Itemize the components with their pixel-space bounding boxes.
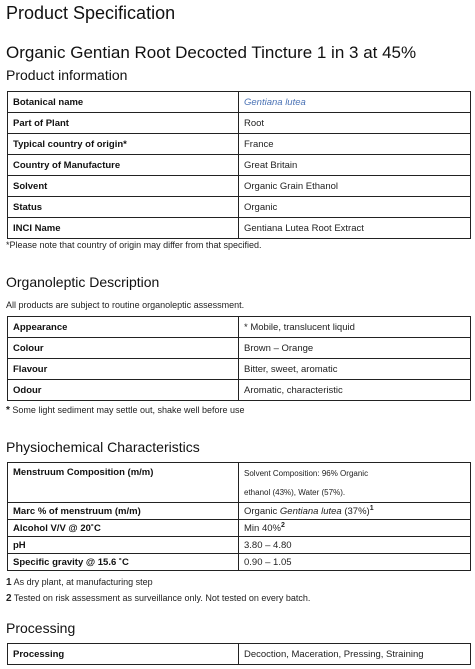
row-key: Odour — [8, 380, 239, 401]
row-value: Decoction, Maceration, Pressing, Straining — [239, 644, 471, 665]
row-key: Status — [8, 197, 239, 218]
row-value — [239, 463, 471, 503]
row-key: Marc % of menstruum (m/m) — [8, 503, 239, 520]
table-row — [8, 155, 471, 176]
row-key: Country of Manufacture — [8, 155, 239, 176]
processing-table — [7, 643, 471, 665]
row-key: Botanical name — [8, 92, 239, 113]
table-row — [8, 554, 471, 571]
row-key: pH — [8, 537, 239, 554]
marc-value-species: Gentiana lutea — [279, 506, 342, 518]
row-value: Bitter, sweet, aromatic — [239, 359, 471, 380]
row-value: Gentiana Lutea Root Extract — [239, 218, 471, 239]
botanical-name-link[interactable]: Gentiana lutea — [244, 96, 306, 108]
table-row — [8, 134, 471, 155]
table-row — [8, 463, 471, 503]
row-key: Specific gravity @ 15.6 ˚C — [8, 554, 239, 571]
marc-footnote-ref: 1 — [369, 504, 374, 512]
section-heading-physiochemical: Physiochemical Characteristics — [6, 439, 200, 455]
footnote-text: Tested on risk assessment as surveillance only. Not tested on every batch. — [13, 593, 311, 603]
document-title: Product Specification — [6, 3, 176, 23]
table-row — [8, 359, 471, 380]
alcohol-value: Min 40% — [244, 523, 281, 535]
alcohol-footnote-ref: 2 — [280, 521, 285, 529]
row-key: Appearance — [8, 317, 239, 338]
footnote-mark: * — [6, 405, 10, 416]
table-row — [8, 380, 471, 401]
footnote-mark: 1 — [6, 577, 12, 588]
table-row — [8, 113, 471, 134]
row-key: Processing — [8, 644, 239, 665]
table-row — [8, 537, 471, 554]
row-value — [239, 92, 471, 113]
table-row — [8, 338, 471, 359]
row-value: Organic Grain Ethanol — [239, 176, 471, 197]
row-key: INCI Name — [8, 218, 239, 239]
row-key: Alcohol V/V @ 20˚C — [8, 520, 239, 537]
menstruum-line-1: Solvent Composition: 96% Organic — [244, 468, 369, 478]
row-value: 3.80 – 4.80 — [239, 537, 471, 554]
row-value — [239, 520, 471, 537]
row-value: Brown – Orange — [239, 338, 471, 359]
row-key: Part of Plant — [8, 113, 239, 134]
row-value: Root — [239, 113, 471, 134]
row-value: Organic — [239, 197, 471, 218]
footnote-mark: 2 — [6, 593, 12, 604]
row-key: Typical country of origin* — [8, 134, 239, 155]
row-key: Flavour — [8, 359, 239, 380]
table-row — [8, 644, 471, 665]
marc-value-percent: (37%) — [341, 506, 370, 518]
product-information-table — [7, 91, 471, 239]
row-value: Great Britain — [239, 155, 471, 176]
table-row — [8, 520, 471, 537]
row-key: Menstruum Composition (m/m) — [8, 463, 239, 503]
organoleptic-table — [7, 316, 471, 401]
footnote-text: Some light sediment may settle out, shake well before use — [12, 405, 245, 415]
section-heading-product-information: Product information — [6, 67, 128, 83]
menstruum-line-2: ethanol (43%), Water (57%). — [244, 487, 346, 497]
section-heading-processing: Processing — [6, 620, 76, 636]
table-row — [8, 503, 471, 520]
marc-value-prefix: Organic — [244, 506, 280, 518]
organoleptic-intro: All products are subject to routine organoleptic assessment. — [6, 300, 245, 310]
dry-plant-footnote — [6, 577, 153, 588]
section-heading-organoleptic: Organoleptic Description — [6, 274, 160, 290]
table-row — [8, 317, 471, 338]
row-value: Aromatic, characteristic — [239, 380, 471, 401]
product-name: Organic Gentian Root Decocted Tincture 1 in 3 at 45% — [6, 43, 417, 62]
table-row — [8, 218, 471, 239]
table-row — [8, 176, 471, 197]
footnote-text: As dry plant, at manufacturing step — [13, 577, 153, 587]
row-value: France — [239, 134, 471, 155]
row-value: 0.90 – 1.05 — [239, 554, 471, 571]
country-origin-footnote: *Please note that country of origin may differ from that specified. — [6, 240, 262, 250]
row-key: Solvent — [8, 176, 239, 197]
sediment-footnote — [6, 405, 245, 416]
risk-assessment-footnote — [6, 593, 310, 604]
row-key: Colour — [8, 338, 239, 359]
table-row — [8, 92, 471, 113]
row-value: * Mobile, translucent liquid — [239, 317, 471, 338]
row-value — [239, 503, 471, 520]
table-row — [8, 197, 471, 218]
physiochemical-table — [7, 462, 471, 571]
